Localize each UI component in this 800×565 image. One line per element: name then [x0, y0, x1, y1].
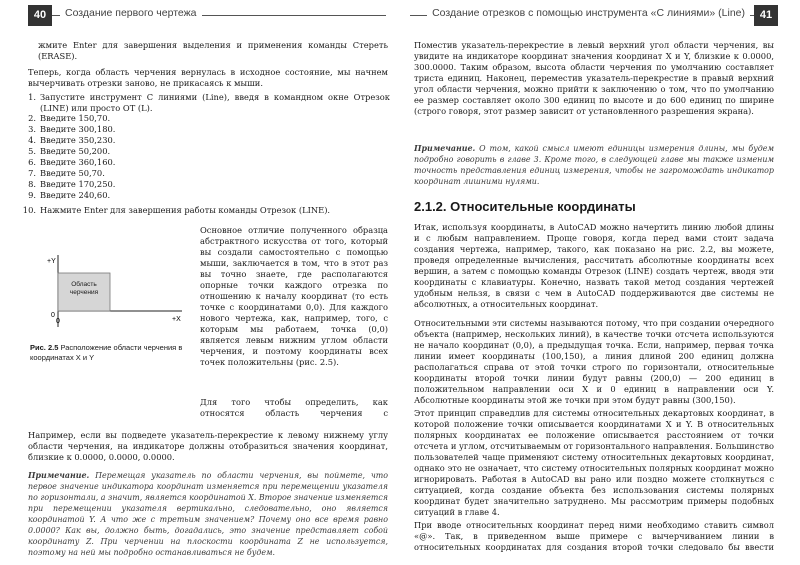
list-item-9: 9. Введите 240,60.	[28, 190, 111, 200]
axis-x-label: +X	[172, 316, 181, 323]
paragraph-test-start: Для того чтобы определить, как относятся область черчения с	[200, 397, 388, 418]
section-number: 2.1.2.	[414, 199, 447, 214]
list-item-7: 7. Введите 50,70.	[28, 168, 105, 178]
note-coordinates	[28, 470, 388, 560]
note-units-text: О том, какой смысл имеют единицы измерения длины, мы будем подробно говорить в главе 3. Кроме того, в следующей главе мы также изменим точность представления единиц измерения, чтобы не загромождать индикатор координат лишними нулями.	[414, 144, 774, 186]
figure-caption-number: Рис. 2.5	[30, 343, 59, 352]
list-item-5: 5. Введите 50,200.	[28, 146, 111, 156]
paragraph-coordinates: Итак, используя координаты, в AutoCAD можно начертить линию любой длины и с любым направлением. Проще говоря, когда перед вами стоит задача создания чертежа, например, такого, как показано на рис. 2.2, вы можете, проведя определенные вычисления, рассчитать абсолютные координаты всех вершин, а затем с помощью команды Отрезок (LINE) создать чертеж, вводя эти координаты с клавиатуры. Конечно, назвать такой метод создания чертежей удобным нельзя, в связи с чем в AutoCAD поддерживаются две системы не абсолютных, а относительных координат.	[414, 222, 774, 309]
note-label: Примечание.	[28, 471, 90, 480]
left-header-title: Создание первого чертежа	[60, 7, 202, 19]
right-page	[402, 0, 800, 565]
right-page-header	[402, 5, 800, 27]
paragraph-intro: Теперь, когда область черчения вернулась в исходное состояние, мы начнем вычерчивать отрезки заново, не прикасаясь к мыши.	[28, 67, 388, 88]
paragraph-polar: Этот принцип справедлив для системы относительных декартовых координат, в которой положение точки описывается координатами X и Y. В относительных полярных координатах ее положение описывается расстоянием от точки отсчета и углом, отсчитываемым от горизонтального направления. Большинство пользователей чаще применяют систему относительных декартовых координат, однако это не означает, что систему относительных полярных координат можно игнорировать. Работая в AutoCAD вы рано или поздно можете столкнуться с ситуацией, когда создание объекта без использования системы полярных координат будет значительно затруднено. Мы рассмотрим примеры подобных ситуаций в главе 4.	[414, 408, 774, 517]
paragraph-at-symbol: При вводе относительных координат перед ними необходимо ставить символ «@». Так, в приведенном выше примере с вычерчиванием линии в относительных координатах для создания второй точки следовало бы ввести	[414, 520, 774, 552]
coordinate-diagram	[30, 255, 200, 335]
left-page	[0, 0, 398, 565]
right-page-number: 41	[754, 5, 778, 26]
section-heading	[414, 199, 774, 215]
list-item-1: 1. Запустите инструмент С линиями (Line), введя в командном окне Отрезок (LINE) или просто ОТ (L).	[28, 92, 390, 113]
paragraph-erase: жмите Enter для завершения выделения и применения команды Стереть (ERASE).	[38, 40, 388, 61]
left-page-number: 40	[28, 5, 52, 26]
figure-caption-text: Расположение области черчения в координатах X и Y	[30, 343, 183, 362]
origin-label-x: 0	[56, 318, 60, 325]
list-item-3: 3. Введите 300,180.	[28, 124, 116, 134]
list-item-10: 10. Нажмите Enter для завершения работы команды Отрезок (LINE).	[22, 205, 331, 215]
paragraph-relative: Относительными эти системы называются потому, что при создании очередного объекта (например, нескольких линий), в качестве точки отсчета используются не начало координат (0,0), а предыдущая точка. Если, например, первая точка линии имеет координаты (100,150), а линия длиной 200 единиц должна располагаться справа от этой точки строго по горизонтали, относительные координаты второй точки линии будут равны (200,0) — 200 единиц в положительном направлении оси X и 0 единиц в направлении оси Y. Абсолютные координаты этой же точки при этом будут равны (300,150).	[414, 318, 774, 405]
list-item-8: 8. Введите 170,250.	[28, 179, 116, 189]
right-header-title: Создание отрезков с помощью инструмента «С линиями» (Line)	[427, 7, 750, 19]
note-units-label: Примечание.	[414, 144, 476, 153]
drawing-area-label: Область черчения	[69, 281, 99, 296]
list-item-2: 2. Введите 150,70.	[28, 113, 111, 123]
paragraph-difference: Основное отличие полученного образца абстрактного искусства от того, который вы создали самостоятельно с помощью мыши, заключается в том, что в этот раз вы точно знаете, где располагаются опорные точки каждого отрезка по отношению к началу координат (то есть точке с координатами 0,0). Для каждого нового чертежа, как, например, того, с которым мы работаем, точка (0,0) является левым нижним углом области черчения, и поэтому координаты всех точек положительны (рис. 2.5).	[200, 225, 388, 367]
figure-2-5	[30, 255, 200, 335]
section-title: Относительные координаты	[450, 199, 636, 214]
list-item-4: 4. Введите 350,230.	[28, 135, 116, 145]
list-item-6: 6. Введите 360,160.	[28, 157, 116, 167]
axis-y-label: +Y	[47, 258, 56, 265]
note-units	[414, 143, 774, 188]
origin-label-y: 0	[51, 312, 55, 319]
left-page-header	[0, 5, 398, 27]
steps-list	[14, 113, 189, 201]
note-text: Перемещая указатель по области черчения, вы поймете, что первое значение индикатора координат изменяется при перемещении указателя по горизонтали, а значит, является координатой X. Второе значение изменяется при перемещении указателя вертикально, следовательно, оно является координатой Y. А что же с третьим значением? Почему оно все время равно 0.0000? Как вы, должно быть, догадались, это значение представляет собой координату Z. При черчении на плоскости координата Z не используется, поэтому на ней мы подробно останавливаться не будем.	[28, 471, 388, 557]
paragraph-top-left-corner: Поместив указатель-перекрестие в левый верхний угол области черчения, вы увидите на индикаторе координат значения координат X и Y, близкие к 0.0000, 300.0000. Таким образом, высота области черчения по умолчанию составляет триста единиц. Наконец, переместив указатель-перекрестие в правый верхний угол области черчения, можно прийти к заключению о том, что по умолчанию ее размер составляет около 300 единиц по высоте и до 600 единиц по ширине (строго говоря, этот размер зависит от установленного разрешения экрана).	[414, 40, 774, 116]
paragraph-example: Например, если вы подведете указатель-перекрестие к левому нижнему углу области черчения, на индикаторе должны отобразиться значения координат, близкие к 0.0000, 0.0000, 0.0000.	[28, 430, 388, 462]
figure-caption	[30, 343, 190, 362]
